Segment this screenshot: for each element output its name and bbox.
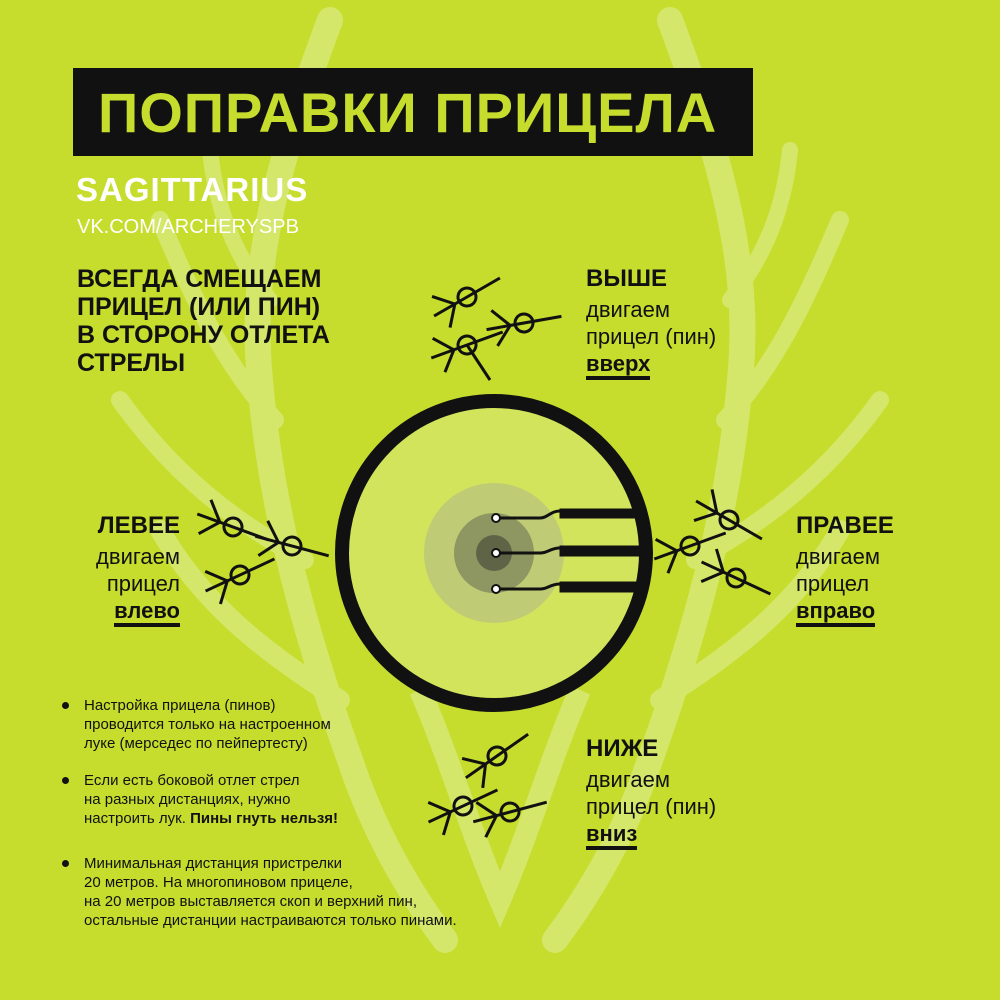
note-line: на 20 метров выставляется скоп и верхний пин, (84, 893, 418, 910)
list-item (62, 771, 532, 828)
page-title: ПОПРАВКИ ПРИЦЕЛА (98, 80, 718, 144)
notes-list (62, 696, 532, 948)
direction-up-line1: двигаем (586, 297, 670, 322)
list-item (62, 696, 532, 753)
direction-down (586, 735, 716, 850)
direction-right-action: вправо (796, 599, 875, 627)
direction-left-head: ЛЕВЕЕ (97, 512, 180, 539)
direction-right-line2: прицел (796, 571, 870, 596)
title-banner (73, 68, 753, 156)
note-line-last (84, 809, 532, 828)
brand-url[interactable]: VK.COM/ARCHERYSPB (77, 216, 299, 238)
note-line: на разных дистанциях, нужно (84, 791, 291, 808)
direction-right-head: ПРАВЕЕ (796, 512, 894, 539)
direction-up-head: ВЫШЕ (586, 265, 667, 292)
direction-right-line1: двигаем (796, 544, 880, 569)
rule-line: ВСЕГДА СМЕЩАЕМ (77, 265, 322, 293)
rule-line: ПРИЦЕЛ (ИЛИ ПИН) (77, 293, 321, 321)
note-line: проводится только на настроенном (84, 716, 331, 733)
direction-up-line2: прицел (пин) (586, 324, 717, 349)
direction-down-head: НИЖЕ (586, 735, 659, 762)
rule-line: В СТОРОНУ ОТЛЕТА (77, 321, 330, 349)
direction-up (586, 265, 716, 380)
note-line: Если есть боковой отлет стрел (84, 772, 300, 789)
note-line: Минимальная дистанция пристрелки (84, 855, 342, 872)
note-warning: Пины гнуть нельзя! (190, 810, 339, 827)
note-line: Настройка прицела (пинов) (84, 697, 276, 714)
direction-down-action: вниз (586, 822, 637, 850)
note-text: настроить лук. (84, 810, 191, 827)
brand-name: SAGITTARIUS (76, 171, 309, 208)
main-rule (77, 265, 377, 377)
note-line: луке (мерседес по пейпертесту) (84, 735, 308, 752)
direction-down-line1: двигаем (586, 767, 670, 792)
direction-down-line2: прицел (пин) (586, 794, 717, 819)
note-line: 20 метров. На многопиновом прицеле, (84, 874, 353, 891)
direction-right (796, 512, 894, 627)
note-line: остальные дистанции настраиваются только пинами. (84, 912, 457, 929)
direction-left-line2: прицел (106, 571, 180, 596)
direction-left-line1: двигаем (96, 544, 180, 569)
rule-line: СТРЕЛЫ (77, 349, 186, 377)
direction-up-action: вверх (586, 352, 650, 380)
direction-left (60, 512, 180, 627)
list-item (62, 854, 532, 930)
direction-left-action: влево (114, 599, 180, 627)
